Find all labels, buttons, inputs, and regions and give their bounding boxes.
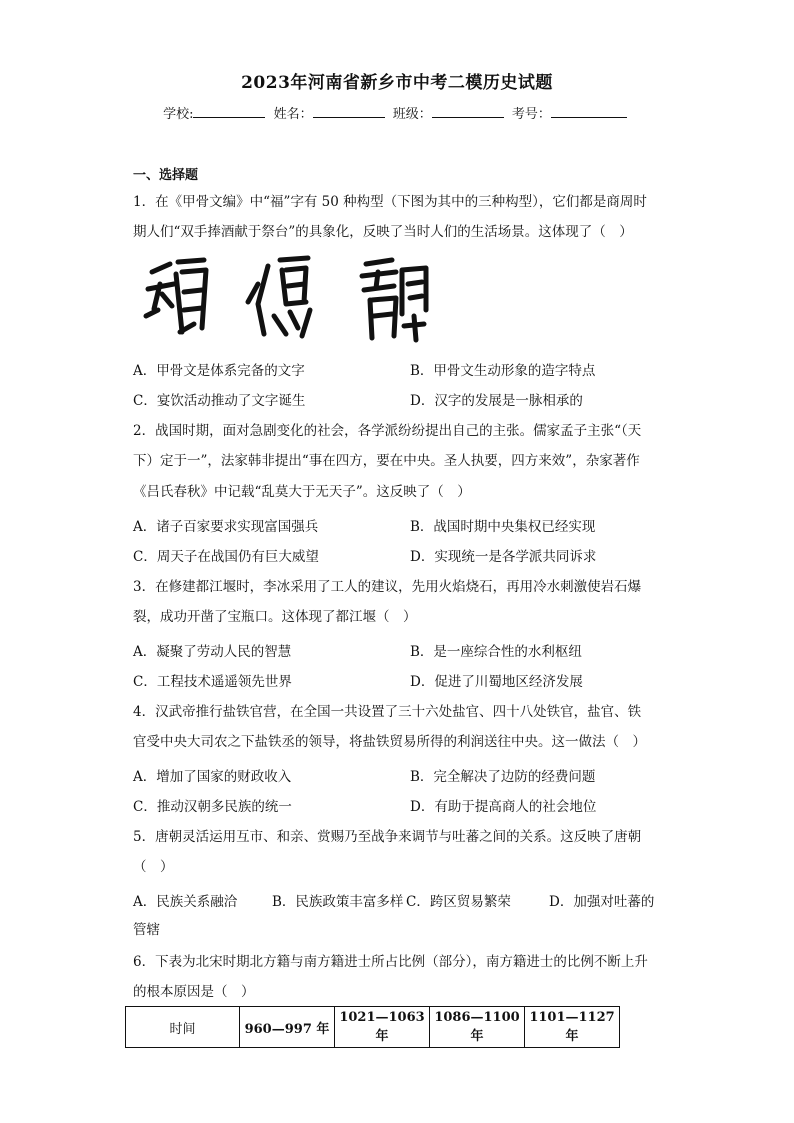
q1-option-d[interactable]: D．汉字的发展是一脉相承的 [410, 393, 583, 409]
section-heading: 一、选择题 [133, 168, 199, 183]
student-info-line [0, 103, 794, 122]
q3-stem-line2: 裂，成功开凿了宝瓶口。这体现了都江堰（ ） [133, 609, 417, 625]
q4-stem-line2: 官受中央大司农之下盐铁丞的领导，将盐铁贸易所得的利润送往中央。这一做法（ ） [133, 734, 646, 750]
page-title: 2023年河南省新乡市中考二模历史试题 [241, 73, 553, 93]
q3-option-c[interactable]: C．工程技术遥遥领先世界 [133, 674, 292, 690]
q5-option-c[interactable]: C．跨区贸易繁荣 [406, 894, 511, 910]
table-header-cell: 960—997 年 [240, 1007, 335, 1048]
q6-stem-line2: 的根本原因是（ ） [133, 984, 255, 1000]
class-label: 班级： [392, 107, 432, 122]
oracle-glyph-1 [146, 260, 206, 332]
q2-option-c[interactable]: C．周天子在战国仍有巨大威望 [133, 549, 319, 565]
exam-no-blank[interactable] [551, 105, 627, 118]
q5-stem-line1: 5．唐朝灵活运用互市、和亲、赏赐乃至战争来调节与吐蕃之间的关系。这反映了唐朝 [133, 829, 642, 845]
q5-option-d-continued: 管辖 [133, 922, 160, 938]
q5-option-a[interactable]: A．民族关系融洽 [133, 894, 238, 910]
table-header-cell: 1101—1127 年 [525, 1007, 620, 1048]
q2-stem-line3: 《吕氏春秋》中记载“乱莫大于无天子”。这反映了（ ） [133, 484, 471, 500]
q3-stem-line1: 3．在修建都江堰时，李冰采用了工人的建议，先用火焰烧石，再用冷水刺激使岩石爆 [133, 579, 642, 595]
exam-no-label: 考号： [511, 107, 551, 122]
q4-option-c[interactable]: C．推动汉朝多民族的统一 [133, 799, 292, 815]
q1-stem-line2: 期人们“双手捧酒献于祭台”的具象化，反映了当时人们的生活场景。这体现了（ ） [133, 224, 633, 240]
q3-option-d[interactable]: D．促进了川蜀地区经济发展 [410, 674, 583, 690]
q2-stem-line2: 下）定于一”，法家韩非提出“事在四方，要在中央。圣人执要，四方来效”，杂家著作 [133, 453, 640, 469]
q6-data-table [125, 1006, 620, 1048]
q1-option-b[interactable]: B．甲骨文生动形象的造字特点 [410, 363, 596, 379]
q1-option-c[interactable]: C．宴饮活动推动了文字诞生 [133, 393, 306, 409]
oracle-glyph-3 [362, 260, 426, 340]
name-label: 姓名： [273, 107, 313, 122]
q5-stem-line2: （ ） [133, 859, 174, 875]
name-blank[interactable] [313, 105, 385, 118]
q2-option-b[interactable]: B．战国时期中央集权已经实现 [410, 519, 596, 535]
q6-stem-line1: 6．下表为北宋时期北方籍与南方籍进士所占比例（部分），南方籍进士的比例不断上升 [133, 954, 648, 970]
class-blank[interactable] [432, 105, 504, 118]
school-blank[interactable] [193, 105, 265, 118]
q2-stem-line1: 2．战国时期，面对急剧变化的社会，各学派纷纷提出自己的主张。儒家孟子主张“（天 [133, 423, 642, 439]
q4-stem-line1: 4．汉武帝推行盐铁官营，在全国一共设置了三十六处盐官、四十八处铁官，盐官、铁 [133, 704, 642, 720]
oracle-glyph-2 [248, 258, 310, 336]
q4-option-b[interactable]: B．完全解决了边防的经费问题 [410, 769, 596, 785]
q3-option-b[interactable]: B．是一座综合性的水利枢纽 [410, 644, 582, 660]
q4-option-d[interactable]: D．有助于提高商人的社会地位 [410, 799, 597, 815]
table-row [126, 1007, 620, 1048]
table-header-cell: 1021—1063 年 [335, 1007, 430, 1048]
oracle-bone-fu-glyphs [140, 254, 440, 344]
q3-option-a[interactable]: A．凝聚了劳动人民的智慧 [133, 644, 292, 660]
q2-option-d[interactable]: D．实现统一是各学派共同诉求 [410, 549, 597, 565]
q5-option-d[interactable]: D．加强对吐蕃的 [549, 894, 655, 910]
table-header-cell: 1086—1100 年 [430, 1007, 525, 1048]
q1-stem-line1: 1．在《甲骨文编》中“福”字有 50 种构型（下图为其中的三种构型），它们都是商周时 [133, 194, 647, 210]
school-label: 学校: [163, 107, 194, 122]
q2-option-a[interactable]: A．诸子百家要求实现富国强兵 [133, 519, 319, 535]
table-header-cell: 时间 [126, 1007, 240, 1048]
q5-option-b[interactable]: B．民族政策丰富多样 [272, 894, 404, 910]
q1-option-a[interactable]: A．甲骨文是体系完备的文字 [133, 363, 305, 379]
q4-option-a[interactable]: A．增加了国家的财政收入 [133, 769, 292, 785]
